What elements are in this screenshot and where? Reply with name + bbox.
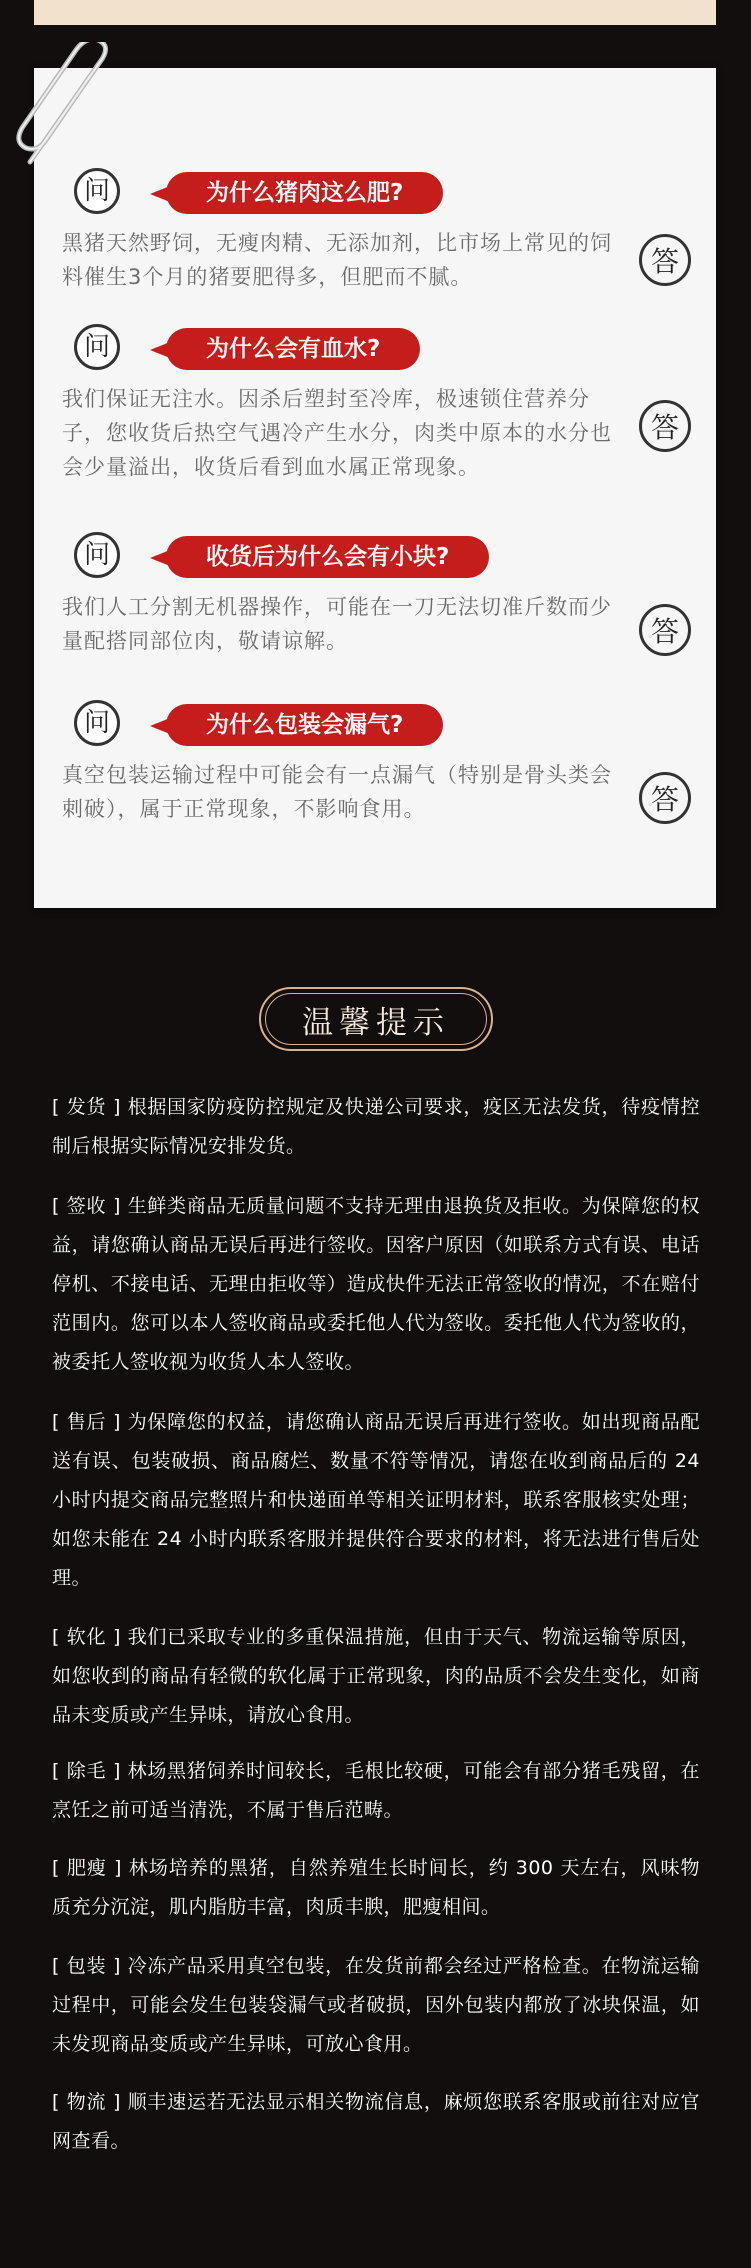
- faq-card: [34, 68, 716, 908]
- tip-text: 为保障您的权益，请您确认商品无误后再进行签收。如出现商品配送有误、包装破损、商品腐烂、数量不符等情况，请您在收到商品后的 24 小时内提交商品完整照片和快递面单等相关证明材料，联系客服核实处理；如您未能在 24 小时内联系客服并提供符合要求的材料，将无法进行售后处理。: [52, 1411, 701, 1589]
- tips-heading: [259, 987, 493, 1051]
- question-title: 为什么会有血水?: [166, 328, 420, 370]
- tip-text: 顺丰速运若无法显示相关物流信息，麻烦您联系客服或前往对应官网查看。: [52, 2091, 701, 2152]
- question-icon: 问: [74, 168, 120, 214]
- tip-text: 生鲜类商品无质量问题不支持无理由退换货及拒收。为保障您的权益，请您确认商品无误后再进行签收。因客户原因（如联系方式有误、电话停机、不接电话、无理由拒收等）造成快件无法正常签收的情况，不在赔付范围内。您可以本人签收商品或委托他人代为签收。委托他人代为签收的，被委托人签收视为收货人本人签收。: [52, 1195, 701, 1373]
- tip-paragraph: [52, 1947, 700, 2064]
- answer-text: 我们人工分割无机器操作，可能在一刀无法切准斤数而少量配搭同部位肉，敬请谅解。: [62, 595, 612, 653]
- question-icon: 问: [74, 324, 120, 370]
- question-icon: 问: [74, 700, 120, 746]
- tip-paragraph: [52, 1403, 700, 1598]
- question-title: 收货后为什么会有小块?: [166, 536, 489, 578]
- answer-icon: 答: [639, 234, 691, 286]
- tip-text: 冷冻产品采用真空包装，在发货前都会经过严格检查。在物流运输过程中，可能会发生包装袋漏气或者破损，因外包装内都放了冰块保温，如未发现商品变质或产生异味，可放心食用。: [52, 1955, 701, 2055]
- tip-paragraph: [52, 1187, 700, 1382]
- answer-icon: 答: [639, 400, 691, 452]
- question-row: [74, 700, 514, 760]
- question-row: [74, 324, 514, 384]
- tip-text: 根据国家防疫防控规定及快递公司要求，疫区无法发货，待疫情控制后根据实际情况安排发货。: [52, 1096, 701, 1157]
- tip-paragraph: [52, 1088, 700, 1166]
- tip-tag: [ 包装 ]: [52, 1955, 121, 1977]
- answer-text: 黑猪天然野饲，无瘦肉精、无添加剂，比市场上常见的饲料催生3个月的猪要肥得多，但肥而不腻。: [62, 231, 612, 289]
- tip-tag: [ 签收 ]: [52, 1195, 121, 1217]
- question-title: 为什么包装会漏气?: [166, 704, 443, 746]
- top-banner-edge: [34, 0, 716, 25]
- tip-text: 林场培养的黑猪，自然养殖生长时间长，约 300 天左右，风味物质充分沉淀，肌内脂肪丰富，肉质丰腴，肥瘦相间。: [52, 1857, 700, 1918]
- tip-text: 我们已采取专业的多重保温措施，但由于天气、物流运输等原因，如您收到的商品有轻微的软化属于正常现象，肉的品质不会发生变化，如商品未变质或产生异味，请放心食用。: [52, 1626, 701, 1726]
- tip-paragraph: [52, 1849, 700, 1927]
- tips-heading-label: 温馨提示: [265, 993, 487, 1045]
- tip-paragraph: [52, 2083, 700, 2161]
- tip-text: 林场黑猪饲养时间较长，毛根比较硬，可能会有部分猪毛残留，在烹饪之前可适当清洗，不属于售后范畴。: [52, 1760, 701, 1821]
- question-row: [74, 168, 514, 228]
- tip-tag: [ 软化 ]: [52, 1626, 121, 1648]
- tip-paragraph: [52, 1752, 700, 1830]
- tip-tag: [ 物流 ]: [52, 2091, 121, 2113]
- answer-icon: 答: [639, 772, 691, 824]
- answer-text: 真空包装运输过程中可能会有一点漏气（特别是骨头类会刺破），属于正常现象，不影响食用。: [62, 763, 612, 821]
- tip-tag: [ 售后 ]: [52, 1411, 121, 1433]
- paperclip-icon: [8, 42, 118, 182]
- tip-tag: [ 除毛 ]: [52, 1760, 121, 1782]
- answer-icon: 答: [639, 604, 691, 656]
- answer-text: 我们保证无注水。因杀后塑封至冷库，极速锁住营养分子，您收货后热空气遇冷产生水分，肉类中原本的水分也会少量溢出，收货后看到血水属正常现象。: [62, 387, 612, 479]
- tip-tag: [ 肥瘦 ]: [52, 1857, 122, 1879]
- question-title: 为什么猪肉这么肥?: [166, 172, 443, 214]
- tip-tag: [ 发货 ]: [52, 1096, 121, 1118]
- tip-paragraph: [52, 1618, 700, 1735]
- question-row: [74, 532, 514, 592]
- question-icon: 问: [74, 532, 120, 578]
